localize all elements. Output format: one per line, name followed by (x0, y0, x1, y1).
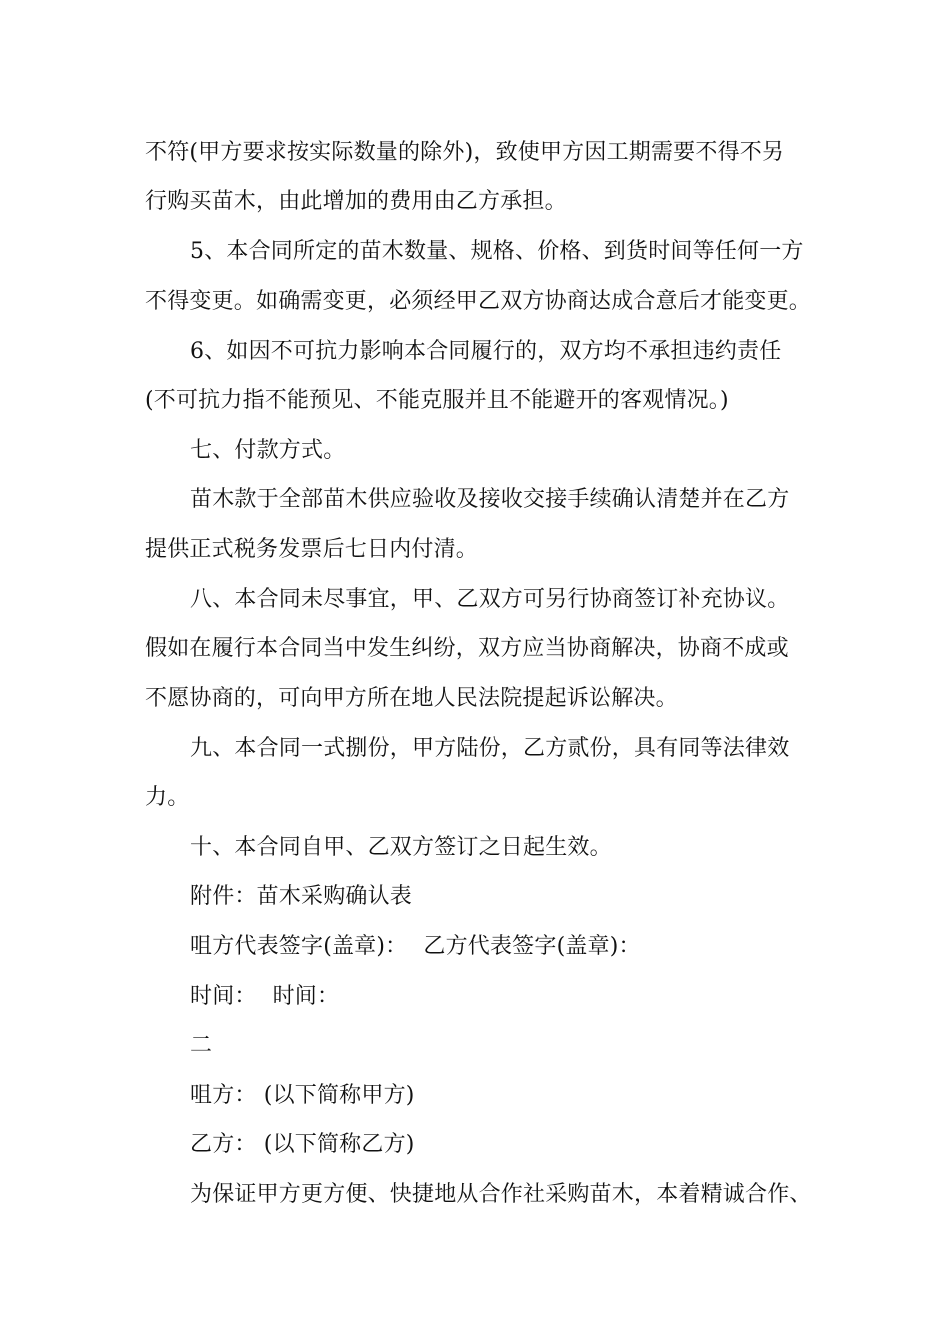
party-b-time-label: 时间： (272, 984, 340, 1009)
party-a-intro: 咀方： (以下简称甲方) (190, 1083, 415, 1108)
text-line: 力。 (145, 785, 190, 810)
signature-row (190, 927, 641, 967)
section-8-line: 八、本合同未尽事宜，甲、乙双方可另行协商签订补充协议。 (190, 587, 790, 612)
section-number: 二 (190, 1033, 213, 1058)
section-7-heading: 七、付款方式。 (190, 438, 346, 463)
party-a-signature-label: 咀方代表签字(盖章)： (190, 934, 408, 959)
time-row (190, 977, 339, 1017)
clause-6-line: 6、如因不可抗力影响本合同履行的，双方均不承担违约责任 (190, 339, 782, 364)
payment-line: 苗木款于全部苗木供应验收及接收交接手续确认清楚并在乙方 (190, 487, 790, 512)
section-9-line: 九、本合同一式捌份，甲方陆份，乙方贰份，具有同等法律效 (190, 736, 790, 761)
text-line: 提供正式税务发票后七日内付清。 (145, 537, 479, 562)
text-line: 假如在履行本合同当中发生纠纷，双方应当协商解决，协商不成或 (145, 636, 789, 661)
attachment-line: 附件：苗木采购确认表 (190, 884, 413, 909)
closing-line: 为保证甲方更方便、快捷地从合作社采购苗木，本着精诚合作、 (190, 1182, 812, 1207)
text-line: 不符(甲方要求按实际数量的除外)，致使甲方因工期需要不得不另 (145, 140, 785, 165)
clause-5-line: 5、本合同所定的苗木数量、规格、价格、到货时间等任何一方 (190, 239, 804, 264)
section-10-line: 十、本合同自甲、乙双方签订之日起生效。 (190, 835, 612, 860)
text-line: 行购买苗木，由此增加的费用由乙方承担。 (145, 189, 567, 214)
text-line: 不得变更。如确需变更，必须经甲乙双方协商达成合意后才能变更。 (145, 289, 812, 314)
text-line: (不可抗力指不能预见、不能克服并且不能避开的客观情况。) (145, 388, 729, 413)
text-line: 不愿协商的，可向甲方所在地人民法院提起诉讼解决。 (145, 686, 678, 711)
party-a-time-label: 时间： (190, 984, 257, 1009)
party-b-intro: 乙方： (以下简称乙方) (190, 1132, 415, 1157)
party-b-signature-label: 乙方代表签字(盖章)： (423, 934, 641, 959)
